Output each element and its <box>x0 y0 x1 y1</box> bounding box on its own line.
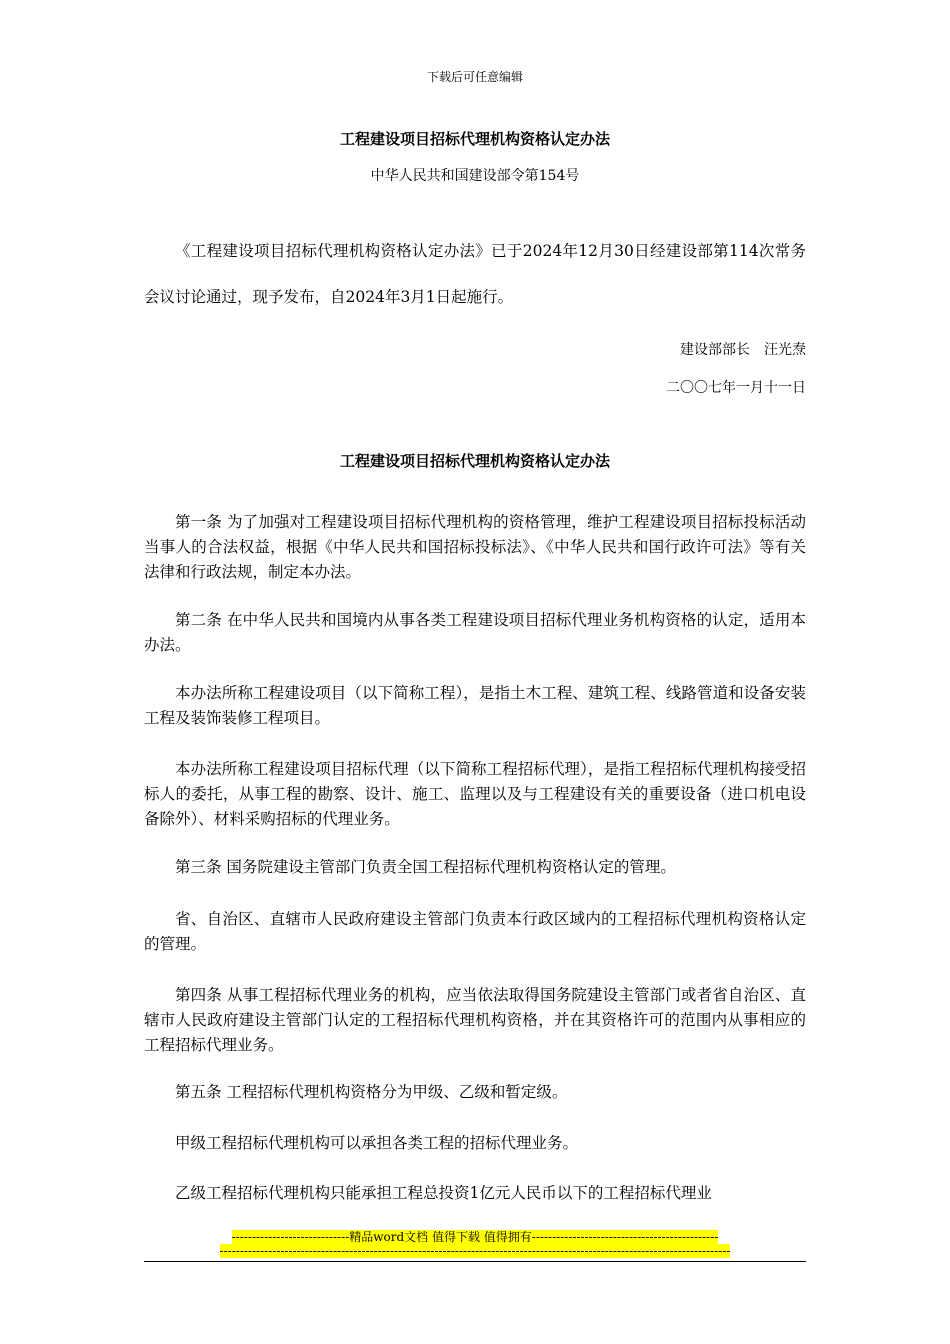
paragraph-grade-a: 甲级工程招标代理机构可以承担各类工程的招标代理业务。 <box>175 1134 579 1152</box>
header-note: 下载后可任意编辑 <box>426 70 523 84</box>
paragraph-article-3: 第三条 国务院建设主管部门负责全国工程招标代理机构资格认定的管理。 <box>175 858 676 876</box>
paragraph-agency-definition: 本办法所称工程建设项目招标代理（以下简称工程招标代理），是指工程招标代理机构接受招标人的委托，从事工程的勘察、设计、施工、监理以及与工程建设有关的重要设备（进口机电设备除外）、材料采购招标的代理业务。 <box>144 760 806 828</box>
paragraph-article-2: 第二条 在中华人民共和国境内从事各类工程建设项目招标代理业务机构资格的认定，适用本办法。 <box>144 611 806 654</box>
paragraph-project-definition: 本办法所称工程建设项目（以下简称工程），是指土木工程、建筑工程、线路管道和设备安装工程及装饰装修工程项目。 <box>144 684 806 727</box>
paragraph-article-5: 第五条 工程招标代理机构资格分为甲级、乙级和暂定级。 <box>175 1083 568 1101</box>
footer-banner <box>0 1228 950 1245</box>
footer-dashes-text: ------------------------------------------------------------------------------------------------------------------------------ <box>219 1244 731 1258</box>
issue-date: 二〇〇七年一月十一日 <box>666 380 806 396</box>
section-title: 工程建设项目招标代理机构资格认定办法 <box>339 452 610 470</box>
paragraph-article-1: 第一条 为了加强对工程建设项目招标代理机构的资格管理，维护工程建设项目招标投标活动当事人的合法权益，根据《中华人民共和国招标投标法》、《中华人民共和国行政许可法》等有关法律和行政法规，制定本办法。 <box>144 513 806 581</box>
signer: 建设部部长 汪光焘 <box>680 342 806 358</box>
intro-paragraph: 《工程建设项目招标代理机构资格认定办法》已于2024年12月30日经建设部第114次常务会议讨论通过，现予发布，自2024年3月1日起施行。 <box>144 242 806 306</box>
footer-banner-text: -----------------------------精品word文档 值得下载 值得拥有---------------------------------------------- <box>231 1230 719 1244</box>
paragraph-grade-b: 乙级工程招标代理机构只能承担工程总投资1亿元人民币以下的工程招标代理业 <box>175 1184 712 1202</box>
document-title: 工程建设项目招标代理机构资格认定办法 <box>339 130 610 148</box>
footer-rule <box>144 1261 806 1262</box>
paragraph-article-4: 第四条 从事工程招标代理业务的机构，应当依法取得国务院建设主管部门或者省自治区、直辖市人民政府建设主管部门认定的工程招标代理机构资格，并在其资格许可的范围内从事相应的工程招标代理业务。 <box>144 986 806 1054</box>
footer-dashes <box>0 1244 950 1258</box>
decree-number: 中华人民共和国建设部令第154号 <box>370 168 580 184</box>
paragraph-provincial-authority: 省、自治区、直辖市人民政府建设主管部门负责本行政区域内的工程招标代理机构资格认定的管理。 <box>144 910 806 953</box>
